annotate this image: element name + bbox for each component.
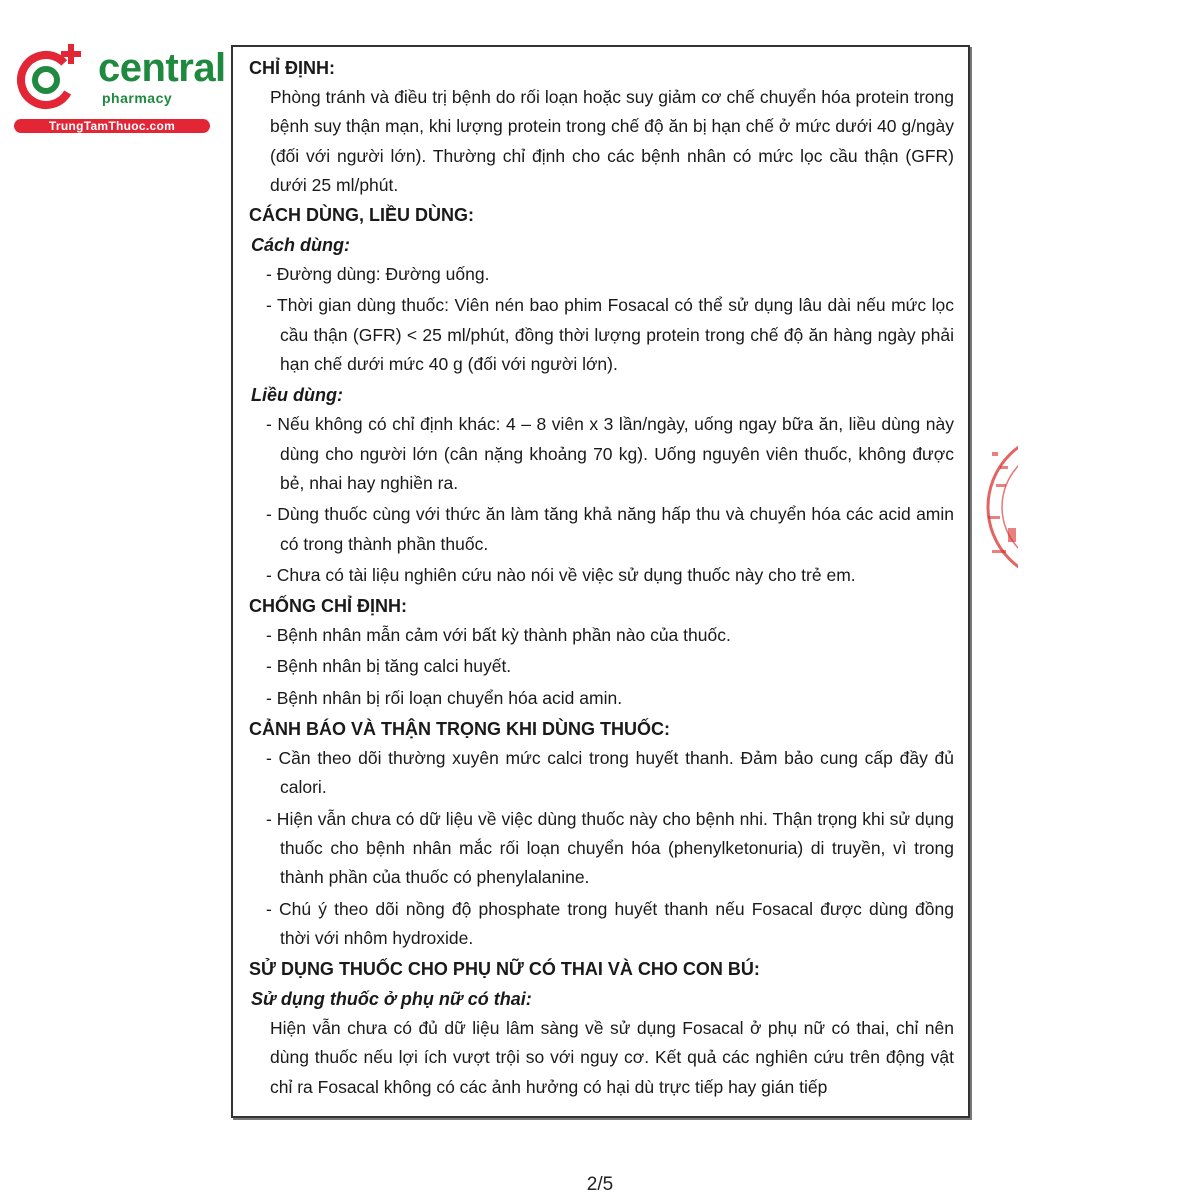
list-lieu-dung <box>249 410 954 590</box>
list-item: - Bệnh nhân bị rối loạn chuyển hóa acid amin. <box>266 687 623 708</box>
list-item: - Dùng thuốc cùng với thức ăn làm tăng khả năng hấp thu và chuyển hóa các acid amin có trong thành phần thuốc. <box>266 504 954 554</box>
list-chong-chi-dinh <box>249 621 954 713</box>
subheading-lieu-dung: Liều dùng: <box>251 385 343 406</box>
paragraph-chi-dinh: Phòng tránh và điều trị bệnh do rối loạn hoặc suy giảm cơ chế chuyển hóa protein trong bệnh suy thận mạn, khi lượng protein trong chế độ ăn bị hạn chế ở mức dưới 40 g/ngày (đối với người lớn). Thường chỉ định cho các bệnh nhân có mức lọc cầu thận (GFR) dưới 25 ml/phút. <box>270 87 954 195</box>
central-logo-icon <box>12 38 92 118</box>
section-heading-cach-dung-lieu-dung: CÁCH DÙNG, LIỀU DÙNG: <box>249 205 474 226</box>
logo-website-badge[interactable]: TrungTamThuoc.com <box>14 119 210 133</box>
list-item: - Bệnh nhân mẫn cảm với bất kỳ thành phần nào của thuốc. <box>266 625 731 646</box>
subheading-cach-dung: Cách dùng: <box>251 235 350 256</box>
section-heading-chi-dinh: CHỈ ĐỊNH: <box>249 58 335 78</box>
paragraph-phu-nu-co-thai: Hiện vẫn chưa có đủ dữ liệu lâm sàng về sử dụng Fosacal ở phụ nữ có thai, chỉ nên dùng thuốc nếu lợi ích vượt trội so với nguy cơ. Kết quả các nghiên cứu trên động vật chỉ ra Fosacal không có các ảnh hưởng có hại dù trực tiếp hay gián tiếp <box>270 1018 954 1097</box>
page-number: 2/5 <box>586 1174 614 1195</box>
list-item: - Chưa có tài liệu nghiên cứu nào nói về việc sử dụng thuốc này cho trẻ em. <box>266 564 856 585</box>
list-item: - Đường dùng: Đường uống. <box>266 264 490 285</box>
document-page <box>231 45 970 1118</box>
logo-subtitle: pharmacy <box>102 90 173 106</box>
section-heading-chong-chi-dinh: CHỐNG CHỈ ĐỊNH: <box>249 596 407 617</box>
section-heading-canh-bao: CẢNH BÁO VÀ THẬN TRỌNG KHI DÙNG THUỐC: <box>249 719 670 740</box>
central-pharmacy-logo[interactable] <box>12 38 226 138</box>
section-heading-phu-nu-co-thai: SỬ DỤNG THUỐC CHO PHỤ NỮ CÓ THAI VÀ CHO CON BÚ: <box>249 959 760 980</box>
list-item: - Thời gian dùng thuốc: Viên nén bao phim Fosacal có thể sử dụng lâu dài nếu mức lọc cầu thận (GFR) < 25 ml/phút, đồng thời lượng protein trong chế độ ăn hàng ngày phải hạn chế dưới mức 40 g (đối với người lớn). <box>266 295 954 375</box>
list-item: - Chú ý theo dõi nồng độ phosphate trong huyết thanh nếu Fosacal được dùng đồng thời với nhôm hydroxide. <box>266 898 954 948</box>
stamp-fragment-icon <box>982 432 1018 582</box>
list-item: - Nếu không có chỉ định khác: 4 – 8 viên x 3 lần/ngày, uống ngay bữa ăn, liều dùng này dùng cho người lớn (cân nặng khoảng 70 kg). Uống nguyên viên thuốc, không được bẻ, nhai hay nghiền ra. <box>266 414 954 493</box>
list-item: - Bệnh nhân bị tăng calci huyết. <box>266 656 512 677</box>
list-cach-dung <box>249 260 954 379</box>
list-item: - Cần theo dõi thường xuyên mức calci trong huyết thanh. Đảm bảo cung cấp đầy đủ calori. <box>266 748 954 798</box>
list-canh-bao <box>249 744 954 953</box>
list-item: - Hiện vẫn chưa có dữ liệu về việc dùng thuốc này cho bệnh nhi. Thận trọng khi sử dụng thuốc cho bệnh nhân mắc rối loạn chuyển hóa (phenylketonuria) di truyền, vì trong thành phần của thuốc có phenylalanine. <box>266 808 954 888</box>
logo-name: central <box>98 46 226 90</box>
subheading-phu-nu-co-thai: Sử dụng thuốc ở phụ nữ có thai: <box>251 989 532 1010</box>
